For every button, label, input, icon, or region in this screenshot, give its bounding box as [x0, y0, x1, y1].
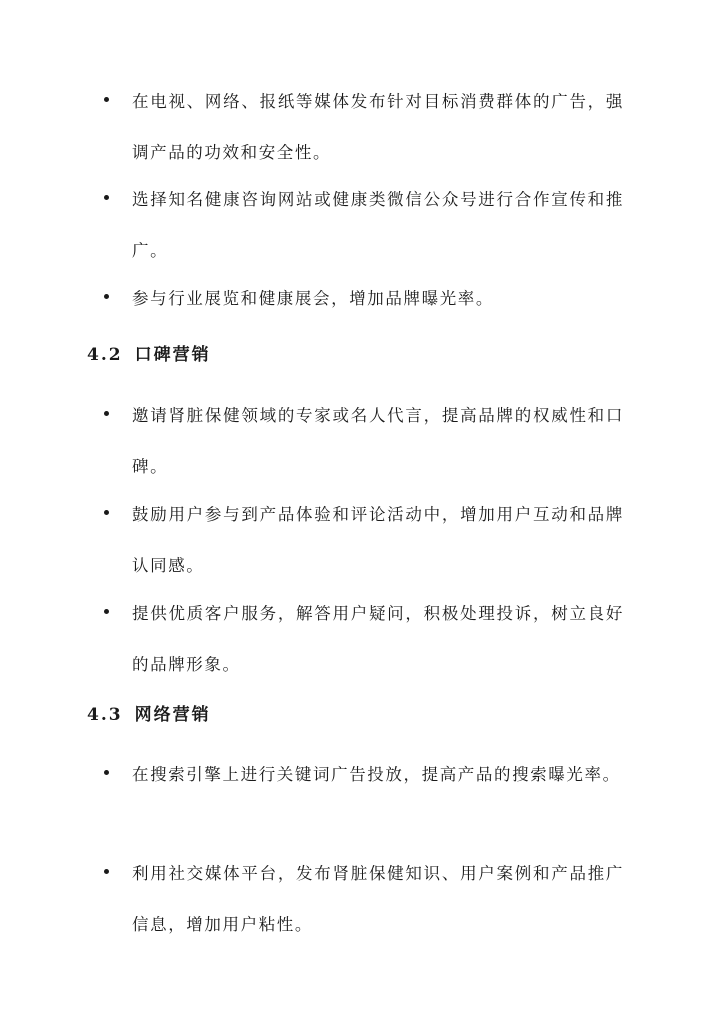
bullet-icon	[104, 510, 109, 515]
section-heading	[87, 343, 211, 367]
bullet-icon	[104, 411, 109, 416]
list-item-text: 提供优质客户服务，解答用户疑问，积极处理投诉，树立良好的品牌形象。	[132, 604, 624, 674]
bullet-icon	[104, 609, 109, 614]
section-heading	[87, 703, 211, 727]
bullet-icon	[104, 97, 109, 102]
bullet-icon	[104, 869, 109, 874]
list-item-text: 在搜索引擎上进行关键词广告投放，提高产品的搜索曝光率。	[132, 765, 621, 784]
bullet-icon	[104, 294, 109, 299]
bullet-icon	[104, 770, 109, 775]
section-number: 4.2	[87, 345, 123, 365]
bullet-icon	[104, 195, 109, 200]
section-number: 4.3	[87, 705, 123, 725]
section-title: 网络营销	[134, 705, 211, 725]
list-item-text: 参与行业展览和健康展会，增加品牌曝光率。	[132, 289, 494, 308]
list-item-text: 鼓励用户参与到产品体验和评论活动中，增加用户互动和品牌认同感。	[132, 505, 624, 575]
list-item-text: 在电视、网络、报纸等媒体发布针对目标消费群体的广告，强调产品的功效和安全性。	[132, 92, 624, 162]
list-item-text: 选择知名健康咨询网站或健康类微信公众号进行合作宣传和推广。	[132, 190, 624, 260]
section-title: 口碑营销	[134, 345, 211, 365]
list-item-text: 利用社交媒体平台，发布肾脏保健知识、用户案例和产品推广信息，增加用户粘性。	[132, 864, 624, 934]
list-item-text: 邀请肾脏保健领域的专家或名人代言，提高品牌的权威性和口碑。	[132, 406, 624, 476]
